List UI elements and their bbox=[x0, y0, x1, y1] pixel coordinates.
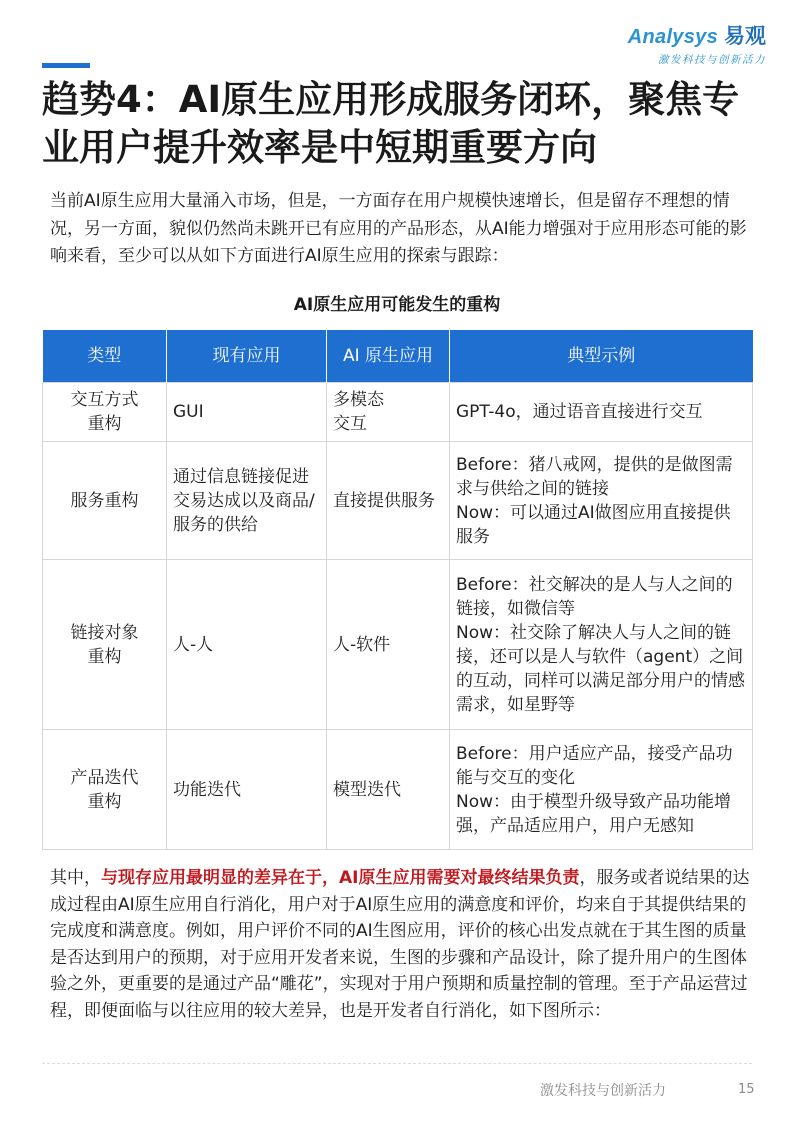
example-before: Before：猪八戒网，提供的是做图需求与供给之间的链接 bbox=[456, 454, 733, 499]
cell-type-text: 交互方式重构 bbox=[70, 390, 139, 434]
header-ai-native: AI 原生应用 bbox=[327, 330, 450, 383]
restructure-table bbox=[42, 330, 753, 850]
cell-ai: 直接提供服务 bbox=[327, 442, 450, 560]
page-number: 15 bbox=[738, 1082, 755, 1097]
cell-existing: 通过信息链接促进交易达成以及商品/服务的供给 bbox=[167, 442, 327, 560]
example-before: Before：社交解决的是人与人之间的链接，如微信等 bbox=[456, 574, 733, 619]
logo-english: Analysys bbox=[627, 26, 718, 48]
example-text: GPT-4o，通过语音直接进行交互 bbox=[456, 402, 703, 422]
body-paragraph bbox=[50, 865, 750, 1024]
header-examples: 典型示例 bbox=[450, 330, 753, 383]
cell-examples bbox=[450, 560, 753, 730]
header-existing: 现有应用 bbox=[167, 330, 327, 383]
cell-examples bbox=[450, 442, 753, 560]
title-accent-bar bbox=[42, 63, 90, 68]
table-row bbox=[43, 560, 753, 730]
body-lead: 其中， bbox=[50, 868, 101, 888]
header-type: 类型 bbox=[43, 330, 167, 383]
cell-type bbox=[43, 560, 167, 730]
highlight-text: 与现存应用最明显的差异在于，AI原生应用需要对最终结果负责 bbox=[101, 868, 580, 888]
cell-type-text: 产品迭代重构 bbox=[70, 767, 139, 812]
cell-ai bbox=[327, 383, 450, 442]
cell-ai-text: 多模态交互 bbox=[333, 390, 384, 434]
logo-chinese: 易观 bbox=[724, 24, 766, 48]
cell-ai: 人-软件 bbox=[327, 560, 450, 730]
brand-logo bbox=[628, 20, 766, 67]
cell-ai: 模型迭代 bbox=[327, 730, 450, 850]
cell-existing: 人-人 bbox=[167, 560, 327, 730]
example-now: Now：由于模型升级导致产品功能增强，产品适应用户，用户无感知 bbox=[456, 791, 732, 836]
cell-existing: 功能迭代 bbox=[167, 730, 327, 850]
table-row bbox=[43, 442, 753, 560]
table-caption: AI原生应用可能发生的重构 bbox=[293, 295, 501, 315]
cell-examples bbox=[450, 730, 753, 850]
cell-type bbox=[43, 730, 167, 850]
cell-examples bbox=[450, 383, 753, 442]
cell-type-text: 链接对象重构 bbox=[70, 622, 139, 667]
cell-type: 服务重构 bbox=[43, 442, 167, 560]
example-before: Before：用户适应产品，接受产品功能与交互的变化 bbox=[456, 743, 733, 788]
table-row bbox=[43, 383, 753, 442]
cell-type bbox=[43, 383, 167, 442]
example-now: Now：可以通过AI做图应用直接提供服务 bbox=[456, 502, 731, 547]
body-rest: ，服务或者说结果的达成过程由AI原生应用自行消化，用户对于AI原生应用的满意度和评价，均来自于其提供结果的完成度和满意度。例如，用户评价不同的AI生图应用，评价的核心出发点就在于其生图的质量是否达到用户的预期，对于应用开发者来说，生图的步骤和产品设计，除了提升用户的生图体验之外，更重要的是通过产品“雕花”，实现对于用户预期和质量控制的管理。至于产品运营过程，即便面临与以往应用的较大差异，也是开发者自行消化，如下图所示： bbox=[50, 868, 750, 1021]
logo-slogan: 激发科技与创新活力 bbox=[658, 54, 766, 66]
intro-paragraph: 当前AI原生应用大量涌入市场，但是，一方面存在用户规模快速增长，但是留存不理想的情况，另一方面，貌似仍然尚未跳开已有应用的产品形态，从AI能力增强对于应用形态可能的影响来看，至少可以从如下方面进行AI原生应用的探索与跟踪： bbox=[50, 191, 747, 266]
table-row bbox=[43, 730, 753, 850]
example-now: Now：社交除了解决人与人之间的链接，还可以是人与软件（agent）之间的互动，同样可以满足部分用户的情感需求，如星野等 bbox=[456, 622, 745, 715]
page-title: 趋势4：AI原生应用形成服务闭环，聚焦专业用户提升效率是中短期重要方向 bbox=[42, 78, 740, 169]
footer-slogan: 激发科技与创新活力 bbox=[540, 1083, 666, 1099]
table-header-row bbox=[43, 330, 753, 383]
footer-divider bbox=[42, 1063, 752, 1064]
cell-existing: GUI bbox=[167, 383, 327, 442]
